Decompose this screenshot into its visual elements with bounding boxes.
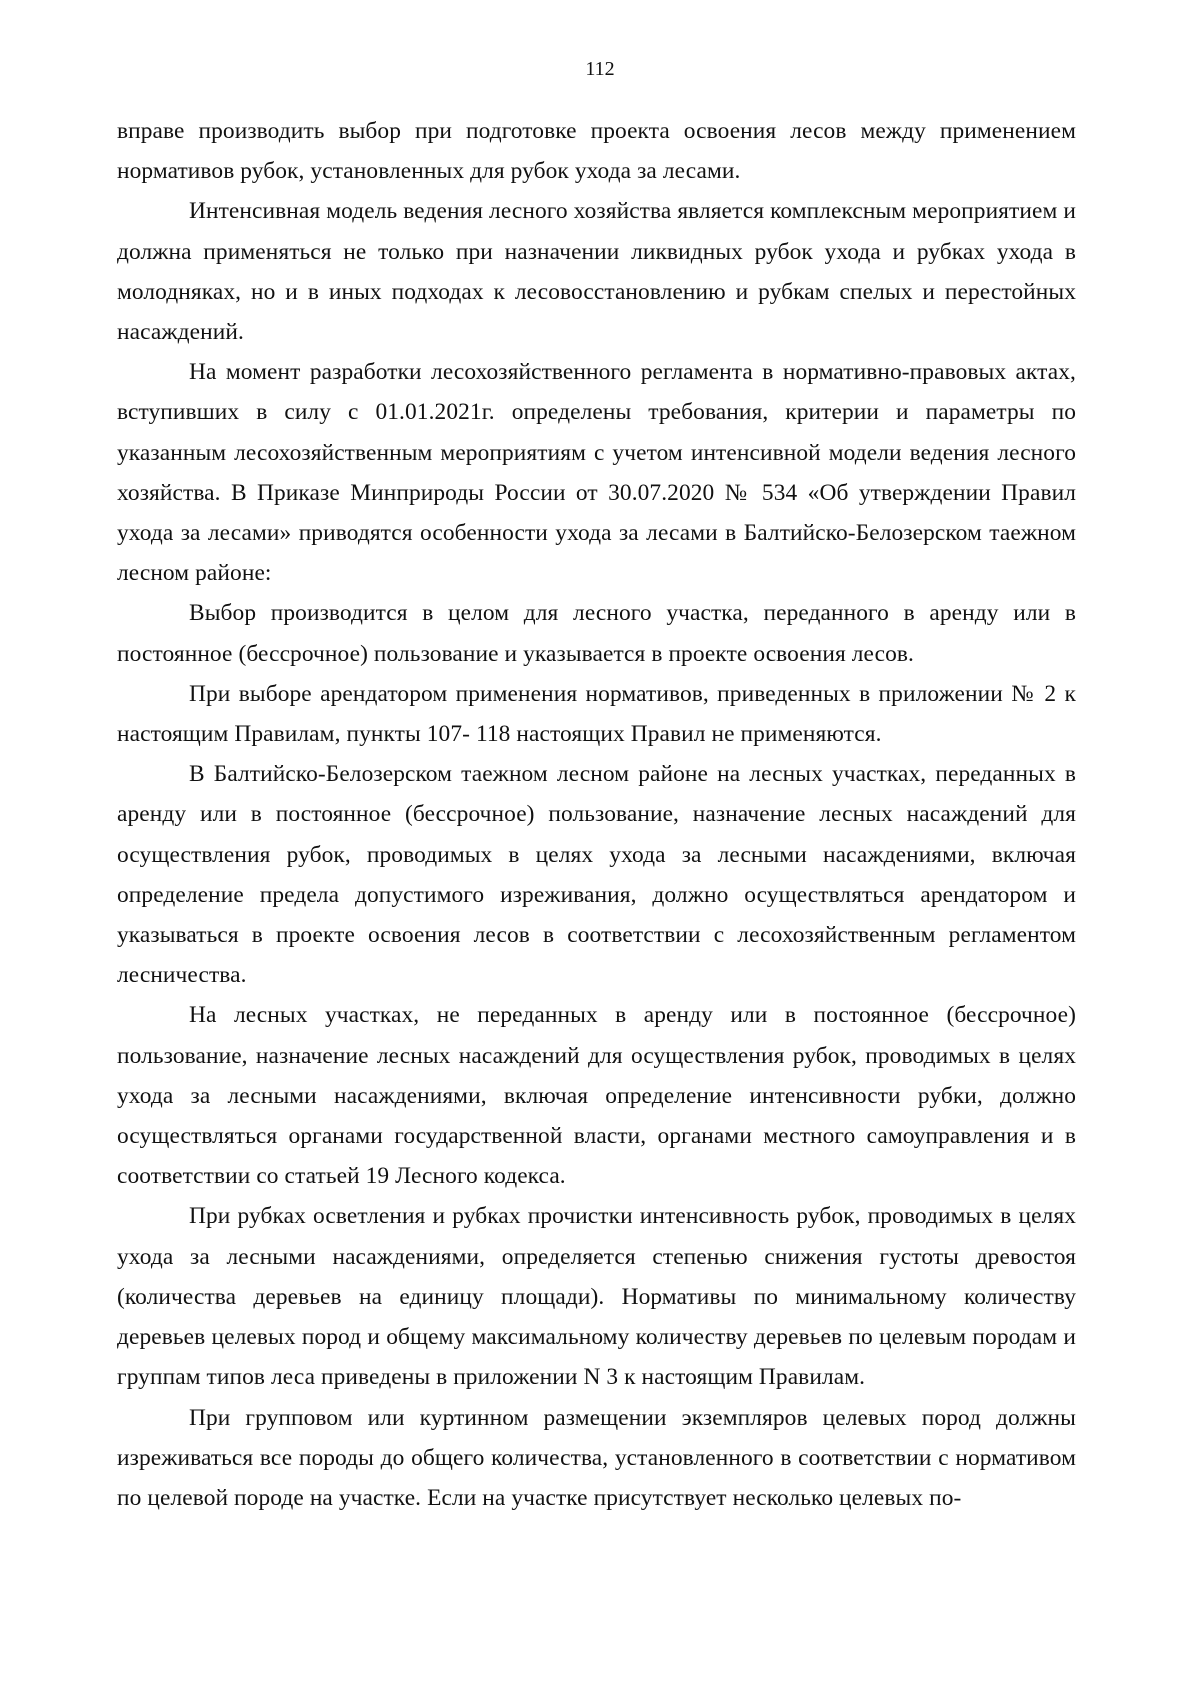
paragraph-thinning-intensity: При рубках осветления и рубках прочистки интенсивность рубок, проводимых в целях ухода за лесными насаждениями, определяется степенью снижения густоты древостоя (количества деревьев на единицу площади). Нормативы по минимальному количеству деревьев целевых пород и общему максимальному количеству деревьев по целевым породам и группам типов леса приведены в приложении N 3 к настоящим Правилам. (117, 1203, 1076, 1391)
paragraph-choice: Выбор производится в целом для лесного участка, переданного в аренду или в постоянное (бессрочное) пользование и указывается в проекте освоения лесов. (117, 600, 1076, 667)
paragraph-intensive-model: Интенсивная модель ведения лесного хозяйства является комплексным мероприятием и должна применяться не только при назначении ликвидных рубок ухода и рубках ухода в молодняках, но и в иных подходах к лесовосстановлению и рубкам спелых и перестойных насаждений. (117, 198, 1076, 346)
paragraph-regulation-development: На момент разработки лесохозяйственного регламента в нормативно-правовых актах, вступивших в силу с 01.01.2021г. определены требования, критерии и параметры по указанным лесохозяйственным мероприятиям с учетом интенсивной модели ведения лесного хозяйства. В Приказе Минприроды России от 30.07.2020 № 534 «Об утверждении Правил ухода за лесами» приводятся особенности ухода за лесами в Балтийско-Белозерском таежном лесном районе: (117, 359, 1076, 587)
paragraph-tenant-choice: При выборе арендатором применения нормативов, приведенных в приложении № 2 к настоящим Правилам, пункты 107- 118 настоящих Правил не применяются. (117, 680, 1076, 748)
paragraph-1-continued: вправе производить выбор при подготовке проекта освоения лесов между применением нормативов рубок, установленных для рубок ухода за лесами. (117, 118, 1076, 185)
body-text (117, 111, 1076, 1518)
page-number: 112 (585, 58, 615, 80)
paragraph-group-placement: При групповом или куртинном размещении экземпляров целевых пород должны изреживаться все породы до общего количества, установленного в соответствии с нормативом по целевой породе на участке. Если на участке присутствует несколько целевых по- (117, 1404, 1076, 1511)
paragraph-non-leased-plots: На лесных участках, не переданных в аренду или в постоянное (бессрочное) пользование, назначение лесных насаждений для осуществления рубок, проводимых в целях ухода за лесными насаждениями, включая определение интенсивности рубки, должно осуществляться органами государственной власти, органами местного самоуправления и в соответствии со статьей 19 Лесного кодекса. (117, 1002, 1076, 1190)
paragraph-leased-plots: В Балтийско-Белозерском таежном лесном районе на лесных участках, переданных в аренду или в постоянное (бессрочное) пользование, назначение лесных насаждений для осуществления рубок, проводимых в целях ухода за лесными насаждениями, включая определение предела допустимого изреживания, должно осуществляться арендатором и указываться в проекте освоения лесов в соответствии с лесохозяйственным регламентом лесничества. (117, 761, 1076, 989)
